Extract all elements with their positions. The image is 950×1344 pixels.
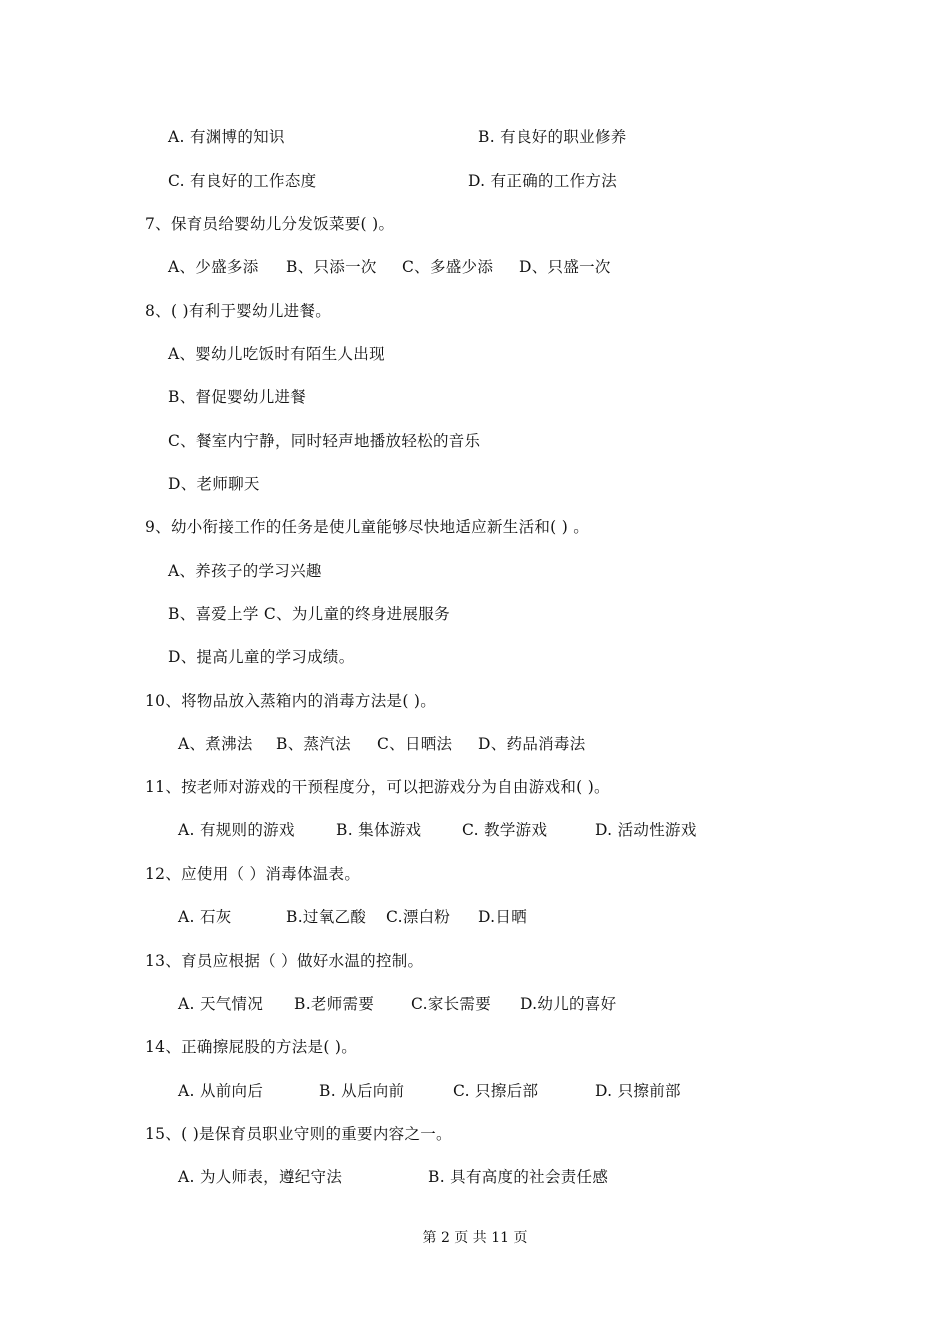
option-line xyxy=(178,734,586,754)
option-12a: A. 石灰 xyxy=(178,908,232,926)
option-10c: C、日晒法 xyxy=(377,735,453,753)
option-12c: C.漂白粉 xyxy=(386,908,451,926)
option-11a: A. 有规则的游戏 xyxy=(178,821,295,839)
option-10d: D、药品消毒法 xyxy=(478,735,586,753)
option-9d: D、提高儿童的学习成绩。 xyxy=(168,648,355,666)
option-line xyxy=(178,1081,681,1101)
option-15a: A. 为人师表，遵纪守法 xyxy=(178,1168,343,1186)
question-7: 7、保育员给婴幼儿分发饭菜要( )。 xyxy=(145,215,395,233)
question-15: 15、( )是保育员职业守则的重要内容之一。 xyxy=(145,1125,452,1143)
option-12d: D.日晒 xyxy=(478,908,528,926)
option-11b: B. 集体游戏 xyxy=(336,821,422,839)
option-14c: C. 只擦后部 xyxy=(453,1082,539,1100)
option-line xyxy=(168,171,618,191)
page-number-footer: 第 2 页 共 11 页 xyxy=(422,1230,528,1246)
option-6d: D. 有正确的工作方法 xyxy=(468,172,618,190)
option-line xyxy=(178,994,617,1014)
option-8a: A、婴幼儿吃饭时有陌生人出现 xyxy=(168,345,385,363)
option-9bc: B、喜爱上学 C、为儿童的终身进展服务 xyxy=(168,605,450,623)
question-9: 9、幼小衔接工作的任务是使儿童能够尽快地适应新生活和( ) 。 xyxy=(145,518,590,536)
option-11d: D. 活动性游戏 xyxy=(595,821,697,839)
question-10: 10、将物品放入蒸箱内的消毒方法是( )。 xyxy=(145,692,437,710)
option-14b: B. 从后向前 xyxy=(319,1082,405,1100)
option-13c: C.家长需要 xyxy=(411,995,492,1013)
option-14d: D. 只擦前部 xyxy=(595,1082,681,1100)
option-11c: C. 教学游戏 xyxy=(462,821,548,839)
option-line xyxy=(168,257,611,277)
option-15b: B. 具有高度的社会责任感 xyxy=(428,1168,609,1186)
option-8b: B、督促婴幼儿进餐 xyxy=(168,388,307,406)
option-line xyxy=(168,127,627,147)
option-12b: B.过氧乙酸 xyxy=(286,908,367,926)
option-line xyxy=(178,907,528,927)
question-11: 11、按老师对游戏的干预程度分，可以把游戏分为自由游戏和( )。 xyxy=(145,778,610,796)
question-13: 13、育员应根据（ ）做好水温的控制。 xyxy=(145,952,424,970)
option-line xyxy=(178,1167,609,1187)
option-7c: C、多盛少添 xyxy=(402,258,494,276)
option-9a: A、养孩子的学习兴趣 xyxy=(168,562,322,580)
option-13d: D.幼儿的喜好 xyxy=(520,995,617,1013)
option-6a: A. 有渊博的知识 xyxy=(168,128,285,146)
option-10b: B、蒸汽法 xyxy=(276,735,351,753)
option-7b: B、只添一次 xyxy=(286,258,377,276)
option-6b: B. 有良好的职业修养 xyxy=(478,128,627,146)
option-13b: B.老师需要 xyxy=(294,995,375,1013)
question-8: 8、( )有利于婴幼儿进餐。 xyxy=(145,302,332,320)
option-line xyxy=(178,820,697,840)
option-6c: C. 有良好的工作态度 xyxy=(168,172,317,190)
question-12: 12、应使用（ ）消毒体温表。 xyxy=(145,865,361,883)
option-8c: C、餐室内宁静，同时轻声地播放轻松的音乐 xyxy=(168,432,481,450)
option-10a: A、煮沸法 xyxy=(178,735,253,753)
option-7d: D、只盛一次 xyxy=(519,258,611,276)
option-13a: A. 天气情况 xyxy=(178,995,264,1013)
option-8d: D、老师聊天 xyxy=(168,475,260,493)
option-14a: A. 从前向后 xyxy=(178,1082,264,1100)
question-14: 14、正确擦屁股的方法是( )。 xyxy=(145,1038,358,1056)
option-7a: A、少盛多添 xyxy=(168,258,259,276)
